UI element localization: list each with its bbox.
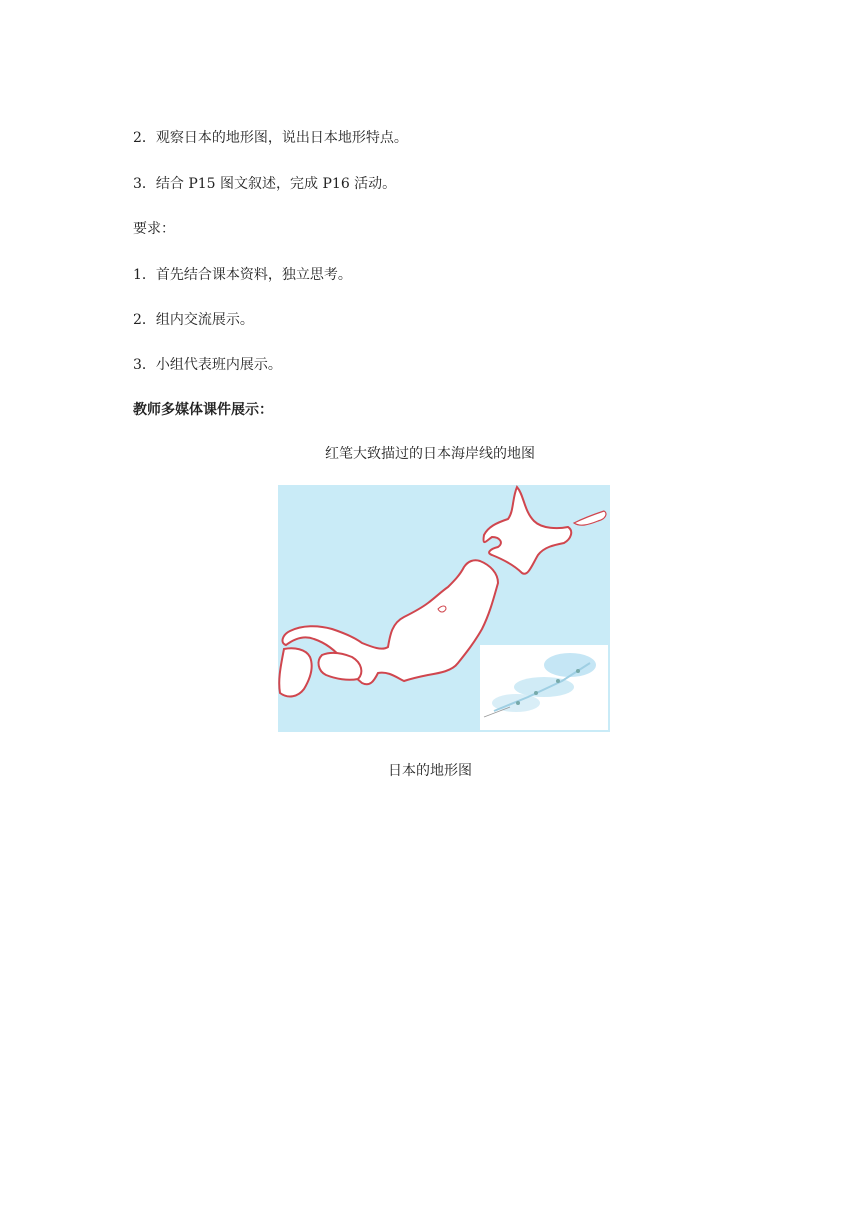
text-line-3: 要求： [133, 221, 175, 237]
section-heading: 教师多媒体课件展示： [133, 402, 273, 418]
inset-southern-islands [480, 645, 608, 730]
text-line-2: 3．结合 P15 图文叙述，完成 P16 活动。 [133, 176, 397, 192]
figure-title: 红笔大致描过的日本海岸线的地图 [325, 446, 535, 462]
text-line-4: 1．首先结合课本资料，独立思考。 [133, 267, 352, 283]
japan-map-image [278, 485, 610, 732]
text-line-5: 2．组内交流展示。 [133, 312, 254, 328]
figure-caption: 日本的地形图 [388, 763, 472, 779]
text-line-1: 2．观察日本的地形图，说出日本地形特点。 [133, 130, 408, 146]
text-line-6: 3．小组代表班内展示。 [133, 357, 282, 373]
